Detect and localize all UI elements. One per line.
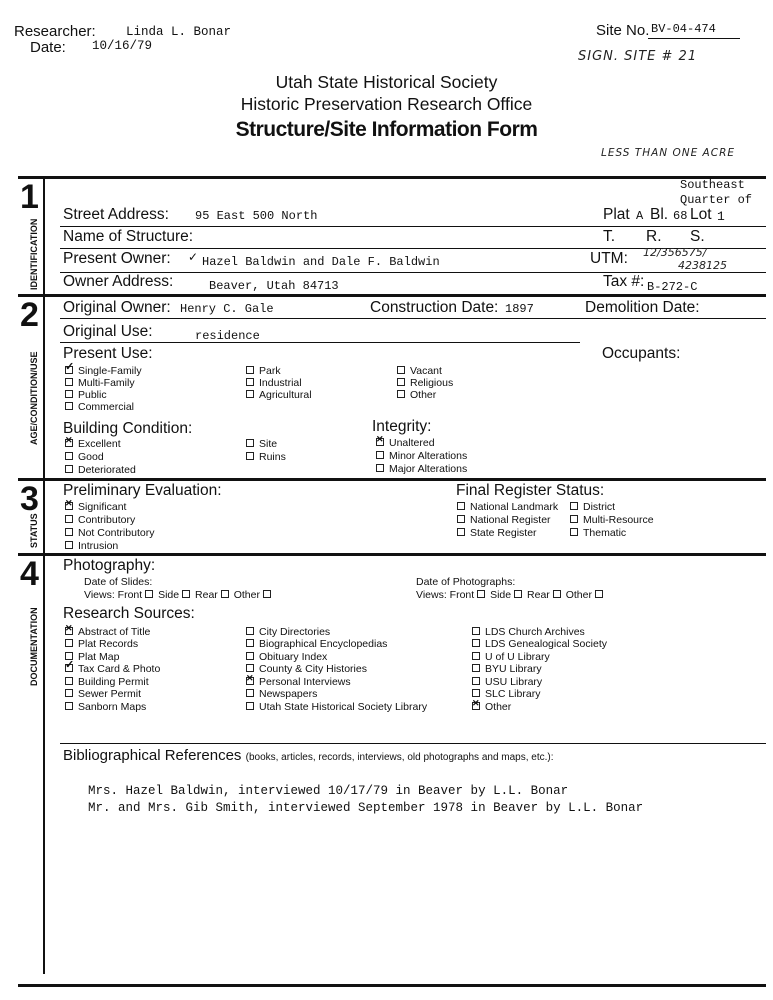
source-ushs-library[interactable]: Utah State Historical Society Library <box>246 701 427 713</box>
checkbox-checked-icon <box>65 366 73 374</box>
section-4-tag: DOCUMENTATION <box>29 607 39 686</box>
slides-views: Views: Front Side Rear Other <box>84 589 276 601</box>
section-3-number: 3 <box>20 480 39 518</box>
checkbox-checked-icon <box>65 664 73 672</box>
source-building-permit[interactable]: Building Permit <box>65 676 149 688</box>
checkbox-icon <box>376 464 384 472</box>
condition-site[interactable]: Site <box>246 438 277 450</box>
eval-contributory[interactable]: Contributory <box>65 514 135 526</box>
condition-deteriorated[interactable]: Deteriorated <box>65 464 136 476</box>
source-u-of-u-library[interactable]: U of U Library <box>472 651 550 663</box>
owner-address-value: Beaver, Utah 84713 <box>209 279 339 293</box>
block-label: Bl. <box>650 206 669 223</box>
checkbox-icon <box>246 452 254 460</box>
checkbox-icon <box>65 528 73 536</box>
use-agricultural[interactable]: Agricultural <box>246 389 312 401</box>
checkbox-icon <box>397 390 405 398</box>
source-biographical-encyclopedias[interactable]: Biographical Encyclopedias <box>246 638 387 650</box>
checkbox-icon <box>472 677 480 685</box>
trs-t: T. <box>603 228 616 245</box>
source-lds-church-archives[interactable]: LDS Church Archives <box>472 626 585 638</box>
checkbox-icon <box>65 702 73 710</box>
date-of-slides-label: Date of Slides: <box>84 576 153 588</box>
checkbox-icon <box>246 664 254 672</box>
rule-section-2 <box>18 294 766 297</box>
checkbox-icon <box>246 627 254 635</box>
checkbox-x-icon <box>246 677 254 685</box>
handwritten-site-note: SIGN. SITE # 21 <box>578 49 698 64</box>
source-tax-card[interactable]: ✓Tax Card & Photo <box>65 663 160 675</box>
checkbox-icon <box>246 390 254 398</box>
structure-name-label: Name of Structure: <box>63 228 194 245</box>
section-1-number: 1 <box>20 178 39 216</box>
checkbox-icon <box>397 366 405 374</box>
eval-intrusion[interactable]: Intrusion <box>65 540 118 552</box>
rule-original-use <box>60 342 580 343</box>
photography-label: Photography: <box>63 557 156 574</box>
trs-r: R. <box>646 228 662 245</box>
title-office: Historic Preservation Research Office <box>240 94 533 114</box>
source-other[interactable]: ✕Other <box>472 701 511 713</box>
researcher-label: Researcher: <box>14 23 96 40</box>
slides-front-checkbox[interactable] <box>145 590 153 598</box>
source-county-city-histories[interactable]: County & City Histories <box>246 663 367 675</box>
handwritten-acre-note: LESS THAN ONE ACRE <box>601 147 735 159</box>
site-no-value: BV-04-474 <box>651 22 716 36</box>
checkbox-x-icon <box>376 438 384 446</box>
checkbox-icon <box>246 366 254 374</box>
source-sanborn-maps[interactable]: Sanborn Maps <box>65 701 146 713</box>
photos-side-checkbox[interactable] <box>514 590 522 598</box>
plat-label: Plat <box>603 206 630 223</box>
source-city-directories[interactable]: City Directories <box>246 626 330 638</box>
present-use-label: Present Use: <box>63 345 153 362</box>
utm-value-line1: 12/356575/ <box>643 246 707 259</box>
photos-rear-checkbox[interactable] <box>553 590 561 598</box>
checkbox-icon <box>246 702 254 710</box>
section-1-tag: IDENTIFICATION <box>29 218 39 290</box>
condition-good[interactable]: Good <box>65 451 104 463</box>
source-sewer-permit[interactable]: Sewer Permit <box>65 688 141 700</box>
checkbox-icon <box>570 502 578 510</box>
present-owner-label: Present Owner: <box>63 250 171 267</box>
register-state-register[interactable]: State Register <box>457 527 537 539</box>
checkbox-icon <box>65 390 73 398</box>
lot-label: Lot <box>690 206 712 223</box>
slides-rear-checkbox[interactable] <box>221 590 229 598</box>
section-4-number: 4 <box>20 555 39 593</box>
construction-date-label: Construction Date: <box>370 299 499 316</box>
present-owner-check-icon: ✓ <box>188 250 199 264</box>
original-use-value: residence <box>195 329 260 343</box>
source-plat-records[interactable]: Plat Records <box>65 638 138 650</box>
integrity-major-alterations[interactable]: Major Alterations <box>376 463 467 475</box>
section-3-tag: STATUS <box>29 513 39 548</box>
source-slc-library[interactable]: SLC Library <box>472 688 540 700</box>
site-no-label: Site No. <box>596 22 650 39</box>
rule-top <box>18 176 766 179</box>
source-usu-library[interactable]: USU Library <box>472 676 542 688</box>
biblio-entry-2: Mr. and Mrs. Gib Smith, interviewed September 1978 in Beaver by L.L. Bonar <box>88 801 644 815</box>
source-byu-library[interactable]: BYU Library <box>472 663 542 675</box>
original-owner-value: Henry C. Gale <box>180 302 274 316</box>
checkbox-icon <box>472 639 480 647</box>
biblio-note: (books, articles, records, interviews, old photographs and maps, etc.): <box>245 752 554 763</box>
checkbox-icon <box>570 528 578 536</box>
checkbox-icon <box>457 515 465 523</box>
checkbox-icon <box>246 639 254 647</box>
use-single-family[interactable]: ✓Single-Family <box>65 365 142 377</box>
biblio-entry-1: Mrs. Hazel Baldwin, interviewed 10/17/79 in Beaver by L.L. Bonar <box>88 784 569 798</box>
present-owner-value: Hazel Baldwin and Dale F. Baldwin <box>202 255 440 269</box>
rule-original-owner <box>60 318 766 319</box>
building-condition-label: Building Condition: <box>63 420 193 437</box>
rule-bottom <box>18 984 766 987</box>
final-register-status-label: Final Register Status: <box>456 482 605 499</box>
source-plat-map[interactable]: Plat Map <box>65 651 119 663</box>
site-no-underline <box>648 38 740 39</box>
title-society: Utah State Historical Society <box>275 72 498 92</box>
checkbox-icon <box>457 528 465 536</box>
use-multi-family[interactable]: Multi-Family <box>65 377 135 389</box>
rule-section-4 <box>18 553 766 556</box>
biblio-heading <box>63 747 554 764</box>
use-vacant[interactable]: Vacant <box>397 365 442 377</box>
checkbox-icon <box>457 502 465 510</box>
original-use-label: Original Use: <box>63 323 153 340</box>
researcher-value: Linda L. Bonar <box>126 25 232 39</box>
source-lds-genealogical-society[interactable]: LDS Genealogical Society <box>472 638 607 650</box>
checkbox-icon <box>246 689 254 697</box>
integrity-minor-alterations[interactable]: Minor Alterations <box>376 450 467 462</box>
original-owner-label: Original Owner: <box>63 299 171 316</box>
checkbox-icon <box>376 451 384 459</box>
source-abstract-of-title[interactable]: ✕Abstract of Title <box>65 626 150 638</box>
register-national-landmark[interactable]: National Landmark <box>457 501 558 513</box>
photographs-views: Views: Front Side Rear Other <box>416 589 608 601</box>
lot-value: 1 <box>717 209 725 224</box>
condition-ruins[interactable]: Ruins <box>246 451 286 463</box>
checkbox-icon <box>246 652 254 660</box>
southeast-line1: Southeast <box>680 178 745 192</box>
block-value: 68 <box>673 209 688 223</box>
checkbox-icon <box>65 677 73 685</box>
register-multi-resource[interactable]: Multi-Resource <box>570 514 654 526</box>
preliminary-evaluation-label: Preliminary Evaluation: <box>63 482 222 499</box>
street-address-label: Street Address: <box>63 206 169 223</box>
register-national-register[interactable]: National Register <box>457 514 551 526</box>
checkbox-icon <box>472 627 480 635</box>
checkbox-icon <box>65 452 73 460</box>
condition-excellent[interactable]: ✕Excellent <box>65 438 121 450</box>
checkbox-icon <box>472 664 480 672</box>
checkbox-x-icon <box>65 439 73 447</box>
occupants-label: Occupants: <box>602 345 681 362</box>
checkbox-icon <box>472 652 480 660</box>
source-personal-interviews[interactable]: ✕Personal Interviews <box>246 676 351 688</box>
research-sources-label: Research Sources: <box>63 605 195 622</box>
construction-date-value: 1897 <box>505 302 534 316</box>
integrity-label: Integrity: <box>372 418 432 435</box>
register-thematic[interactable]: Thematic <box>570 527 626 539</box>
rule-biblio <box>60 743 766 744</box>
use-industrial[interactable]: Industrial <box>246 377 302 389</box>
checkbox-icon <box>65 402 73 410</box>
checkbox-x-icon <box>472 702 480 710</box>
eval-not-contributory[interactable]: Not Contributory <box>65 527 154 539</box>
checkbox-x-icon <box>65 627 73 635</box>
rule-section-3 <box>18 478 766 481</box>
demolition-date-label: Demolition Date: <box>585 299 700 316</box>
checkbox-icon <box>246 439 254 447</box>
slides-side-checkbox[interactable] <box>182 590 190 598</box>
integrity-unaltered[interactable]: ✕Unaltered <box>376 437 435 449</box>
slides-other-checkbox[interactable] <box>263 590 271 598</box>
photos-other-checkbox[interactable] <box>595 590 603 598</box>
checkbox-icon <box>246 378 254 386</box>
southeast-line2: Quarter of <box>680 193 753 207</box>
owner-address-label: Owner Address: <box>63 273 174 290</box>
checkbox-icon <box>65 465 73 473</box>
use-religious[interactable]: Religious <box>397 377 453 389</box>
biblio-label: Bibliographical References <box>63 747 242 764</box>
use-park[interactable]: Park <box>246 365 281 377</box>
checkbox-icon <box>397 378 405 386</box>
trs-s: S. <box>690 228 705 245</box>
use-commercial[interactable]: Commercial <box>65 401 134 413</box>
plat-value: A <box>636 209 644 223</box>
source-obituary-index[interactable]: Obituary Index <box>246 651 327 663</box>
street-address-value: 95 East 500 North <box>195 209 318 223</box>
checkbox-icon <box>472 689 480 697</box>
checkbox-icon <box>65 541 73 549</box>
utm-value-line2: 4238125 <box>678 259 727 272</box>
tax-number-label: Tax #: <box>603 273 645 290</box>
use-other[interactable]: Other <box>397 389 436 401</box>
checkbox-x-icon <box>65 502 73 510</box>
checkbox-icon <box>65 515 73 523</box>
eval-significant[interactable]: ✕Significant <box>65 501 126 513</box>
register-district[interactable]: District <box>570 501 615 513</box>
date-label: Date: <box>30 39 66 56</box>
source-newspapers[interactable]: Newspapers <box>246 688 317 700</box>
date-of-photographs-label: Date of Photographs: <box>416 576 516 588</box>
checkbox-icon <box>65 378 73 386</box>
photos-front-checkbox[interactable] <box>477 590 485 598</box>
title-form: Structure/Site Information Form <box>235 118 538 141</box>
section-2-number: 2 <box>20 296 39 334</box>
section-2-tag: AGE/CONDITION/USE <box>29 351 39 445</box>
tax-number-value: B-272-C <box>647 280 698 294</box>
date-value: 10/16/79 <box>92 39 153 53</box>
checkbox-icon <box>65 689 73 697</box>
utm-label: UTM: <box>590 250 628 267</box>
use-public[interactable]: Public <box>65 389 107 401</box>
rule-street <box>60 226 766 227</box>
checkbox-icon <box>570 515 578 523</box>
checkbox-icon <box>65 639 73 647</box>
